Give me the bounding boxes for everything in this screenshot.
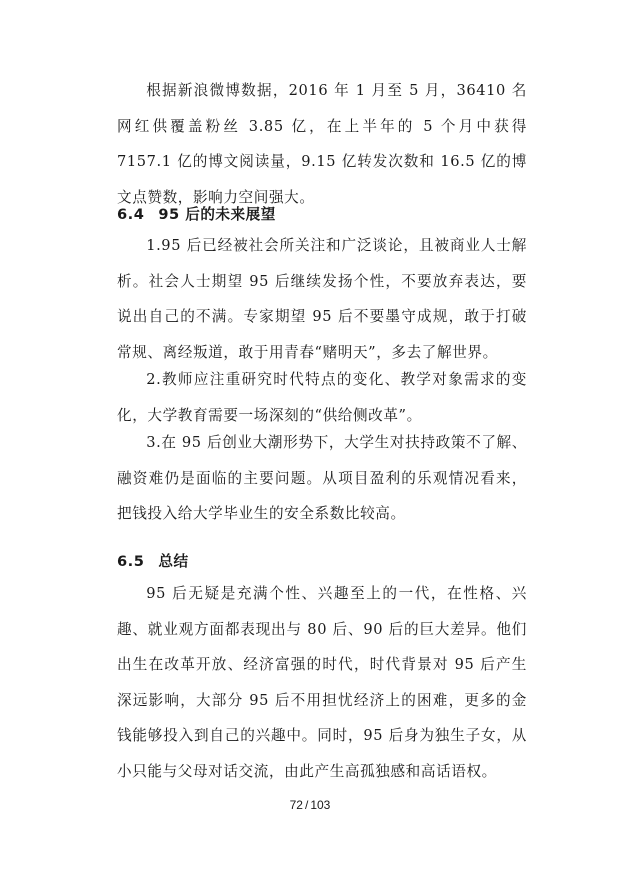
paragraph-summary: 95 后无疑是充满个性、兴趣至上的一代，在性格、兴趣、就业观方面都表现出与 80 后、90 后的巨大差异。他们出生在改革开放、经济富强的时代，时代背景对 95 后产生深远影响，大部分 95 后不用担忧经济上的困难，更多的金钱能够投入到自己的兴趣中。同时，95 后身为独生子女，从小只能与父母对话交流，由此产生高孤独感和高话语权。 <box>117 585 527 780</box>
page-separator: / <box>304 798 309 812</box>
paragraph-point-1: 1.95 后已经被社会所关注和广泛谈论，且被商业人士解析。社会人士期望 95 后继续发扬个性，不要放弃表达，要说出自己的不满。专家期望 95 后不要墨守成规，敢于打破常规、离经叛道，敢于用青春“赌明天”，多去了解世界。 <box>117 237 527 361</box>
total-pages: 103 <box>310 798 331 812</box>
page-number <box>0 798 620 812</box>
paragraph-point-3: 3.在 95 后创业大潮形势下，大学生对扶持政策不了解、融资难仍是面临的主要问题。从项目盈利的乐观情况看来，把钱投入给大学毕业生的安全系数比较高。 <box>117 434 527 522</box>
section-heading-6-5 <box>117 552 527 572</box>
current-page: 72 <box>289 798 303 812</box>
section-number: 6.5 <box>117 553 145 570</box>
section-title: 95 后的未来展望 <box>158 206 276 223</box>
section-title: 总结 <box>158 553 189 570</box>
paragraph-weibo-data: 根据新浪微博数据，2016 年 1 月至 5 月，36410 名网红供覆盖粉丝 3.85 亿，在上半年的 5 个月中获得 7157.1 亿的博文阅读量，9.15 亿转发次数和 16.5 亿的博文点赞数，影响力空间强大。 <box>117 82 527 206</box>
section-heading-6-4 <box>117 205 527 225</box>
paragraph-point-2: 2.教师应注重研究时代特点的变化、教学对象需求的变化，大学教育需要一场深刻的“供给侧改革”。 <box>117 371 527 424</box>
section-number: 6.4 <box>117 206 145 223</box>
